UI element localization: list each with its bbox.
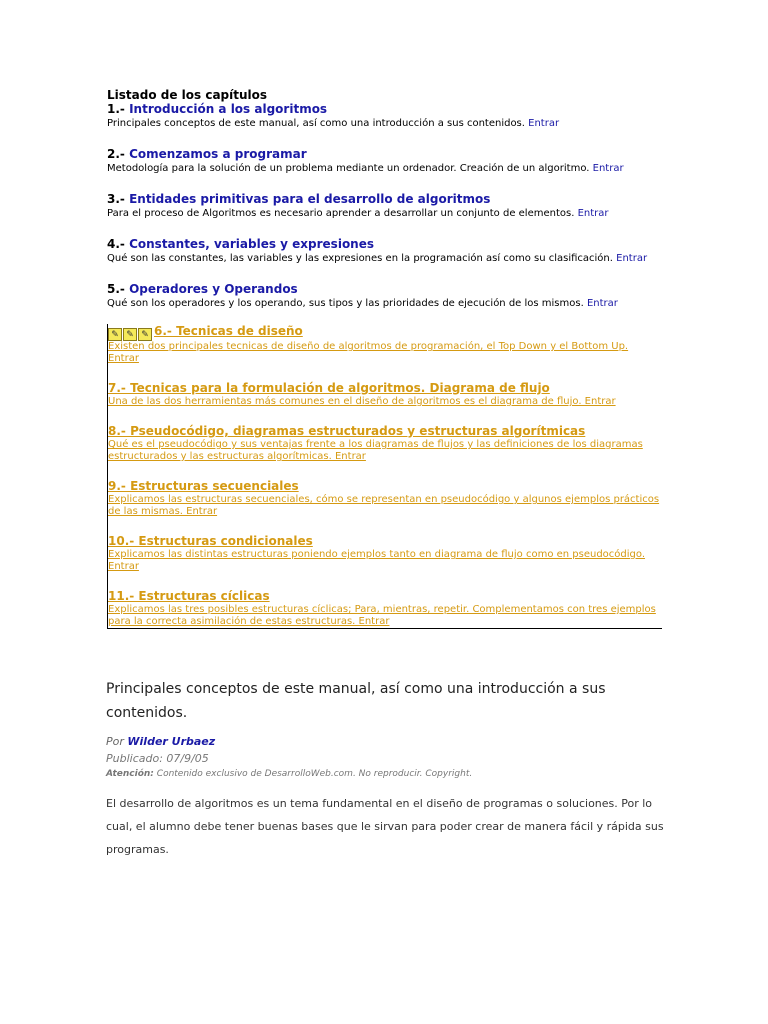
highlighted-chapter-item[interactable] <box>108 324 662 365</box>
highlighted-chapter-heading[interactable] <box>108 424 662 439</box>
chapter-heading <box>107 192 667 207</box>
author-name-link[interactable]: Wilder Urbaez <box>127 735 216 748</box>
highlighted-chapter-item[interactable] <box>108 589 662 628</box>
chapter-description <box>107 117 667 130</box>
chapter-description <box>107 207 667 220</box>
description-line: Existen dos principales tecnicas de diseño de algoritmos de programación, el Top Down y el Bottom Up. <box>108 341 629 352</box>
article-body: El desarrollo de algoritmos es un tema fundamental en el diseño de programas o soluciones. Por lo cual, el alumno debe tener buenas bases que le sirvan para poder crear de manera fácil y rápida sus programas. <box>106 797 664 856</box>
chapter-description-text: Qué son los operadores y los operando, sus tipos y las prioridades de ejecución de los mismos. <box>107 298 584 309</box>
chapter-number: 5.- <box>107 282 125 296</box>
published-date: Publicado: 07/9/05 <box>106 752 209 765</box>
description-line: Explicamos las estructuras secuenciales, cómo se representan en pseudocódigo y algunos ejemplos prácticos <box>108 494 660 505</box>
list-title: Listado de los capítulos <box>107 88 268 102</box>
enter-link[interactable]: Entrar <box>592 163 624 174</box>
description-line: de las mismas. Entrar <box>108 506 218 517</box>
description-line: Explicamos las distintas estructuras poniendo ejemplos tanto en diagrama de flujo como en pseudocódigo. <box>108 549 646 560</box>
description-line: Explicamos las tres posibles estructuras cíclicas; Para, mientras, repetir. Complementamos con tres ejemplos <box>108 604 656 615</box>
chapter-description <box>107 297 667 310</box>
enter-link[interactable]: Entrar <box>528 118 560 129</box>
chapter-heading <box>107 102 667 117</box>
description-line: Entrar <box>108 353 139 364</box>
chapter-description-text: Qué son las constantes, las variables y las expresiones en la programación así como su clasificación. <box>107 253 613 264</box>
article-author <box>106 735 666 749</box>
chapter-description-text: Para el proceso de Algoritmos es necesario aprender a desarrollar un conjunto de elementos. <box>107 208 575 219</box>
highlighted-chapter-title[interactable]: 6.- Tecnicas de diseño <box>154 324 303 338</box>
article <box>106 677 666 872</box>
highlighted-chapter-description[interactable] <box>108 494 662 518</box>
chapter-list <box>107 88 667 629</box>
chapter-number: 2.- <box>107 147 125 161</box>
notice-text: Contenido exclusivo de DesarrolloWeb.com. No reproducir. Copyright. <box>156 769 473 779</box>
highlighted-chapter-title[interactable]: 8.- Pseudocódigo, diagramas estructurados y estructuras algorítmicas <box>108 424 586 438</box>
chapter-number: 3.- <box>107 192 125 206</box>
chapter-item <box>107 147 667 175</box>
chapter-description <box>107 252 667 265</box>
chapter-link[interactable]: Operadores y Operandos <box>129 282 298 296</box>
pencil-icon: ✎ <box>138 328 152 341</box>
chapter-link[interactable]: Introducción a los algoritmos <box>129 102 328 116</box>
chapter-item <box>107 282 667 310</box>
chapter-item <box>107 237 667 265</box>
icon-group <box>108 326 153 341</box>
highlighted-chapter-heading[interactable] <box>108 479 662 494</box>
chapter-heading <box>107 237 667 252</box>
highlighted-chapter-description[interactable] <box>108 341 662 365</box>
chapter-number: 4.- <box>107 237 125 251</box>
highlighted-chapters <box>107 324 662 629</box>
description-line: Qué es el pseudocódigo y sus ventajas frente a los diagramas de flujos y las definiciones de los diagramas <box>108 439 643 450</box>
chapter-link[interactable]: Entidades primitivas para el desarrollo de algoritmos <box>129 192 491 206</box>
highlighted-chapter-item[interactable] <box>108 381 662 408</box>
highlighted-chapter-item[interactable] <box>108 534 662 573</box>
chapter-description-text: Metodología para la solución de un problema mediante un ordenador. Creación de un algoritmo. <box>107 163 590 174</box>
enter-link[interactable]: Entrar <box>586 298 618 309</box>
description-line: Una de las dos herramientas más comunes en el diseño de algoritmos es el diagrama de flujo. Entrar <box>108 396 616 407</box>
article-title: Principales conceptos de este manual, así como una introducción a sus contenidos. <box>106 681 606 721</box>
enter-link[interactable]: Entrar <box>577 208 609 219</box>
chapter-item <box>107 192 667 220</box>
chapter-heading <box>107 147 667 162</box>
copyright-notice <box>106 767 666 781</box>
chapter-heading <box>107 282 667 297</box>
description-line: para la correcta asimilación de estas estructuras. Entrar <box>108 616 390 627</box>
highlighted-chapter-title[interactable]: 10.- Estructuras condicionales <box>108 534 313 548</box>
highlighted-chapter-heading[interactable] <box>108 589 662 604</box>
enter-link[interactable]: Entrar <box>616 253 648 264</box>
highlighted-chapter-description[interactable] <box>108 604 662 628</box>
author-prefix: Por <box>106 735 124 748</box>
highlighted-chapter-description[interactable] <box>108 549 662 573</box>
chapter-link[interactable]: Comenzamos a programar <box>129 147 307 161</box>
highlighted-chapter-item[interactable] <box>108 479 662 518</box>
chapter-item <box>107 102 667 130</box>
pencil-icon: ✎ <box>108 328 122 341</box>
notice-label: Atención: <box>106 769 154 779</box>
highlighted-chapter-description[interactable] <box>108 439 662 463</box>
description-line: Entrar <box>108 561 139 572</box>
pencil-icon: ✎ <box>123 328 137 341</box>
chapter-description-text: Principales conceptos de este manual, así como una introducción a sus contenidos. <box>107 118 525 129</box>
highlighted-chapter-title[interactable]: 9.- Estructuras secuenciales <box>108 479 299 493</box>
description-line: estructurados y las estructuras algorítmicas. Entrar <box>108 451 366 462</box>
highlighted-chapter-heading[interactable] <box>108 534 662 549</box>
chapter-number: 1.- <box>107 102 125 116</box>
highlighted-chapter-title[interactable]: 11.- Estructuras cíclicas <box>108 589 270 603</box>
highlighted-chapter-title[interactable]: 7.- Tecnicas para la formulación de algoritmos. Diagrama de flujo <box>108 381 550 395</box>
highlighted-chapter-description[interactable] <box>108 396 662 408</box>
chapter-link[interactable]: Constantes, variables y expresiones <box>129 237 375 251</box>
highlighted-chapter-heading[interactable] <box>108 324 662 341</box>
highlighted-chapter-heading[interactable] <box>108 381 662 396</box>
chapter-description <box>107 162 667 175</box>
highlighted-chapter-item[interactable] <box>108 424 662 463</box>
